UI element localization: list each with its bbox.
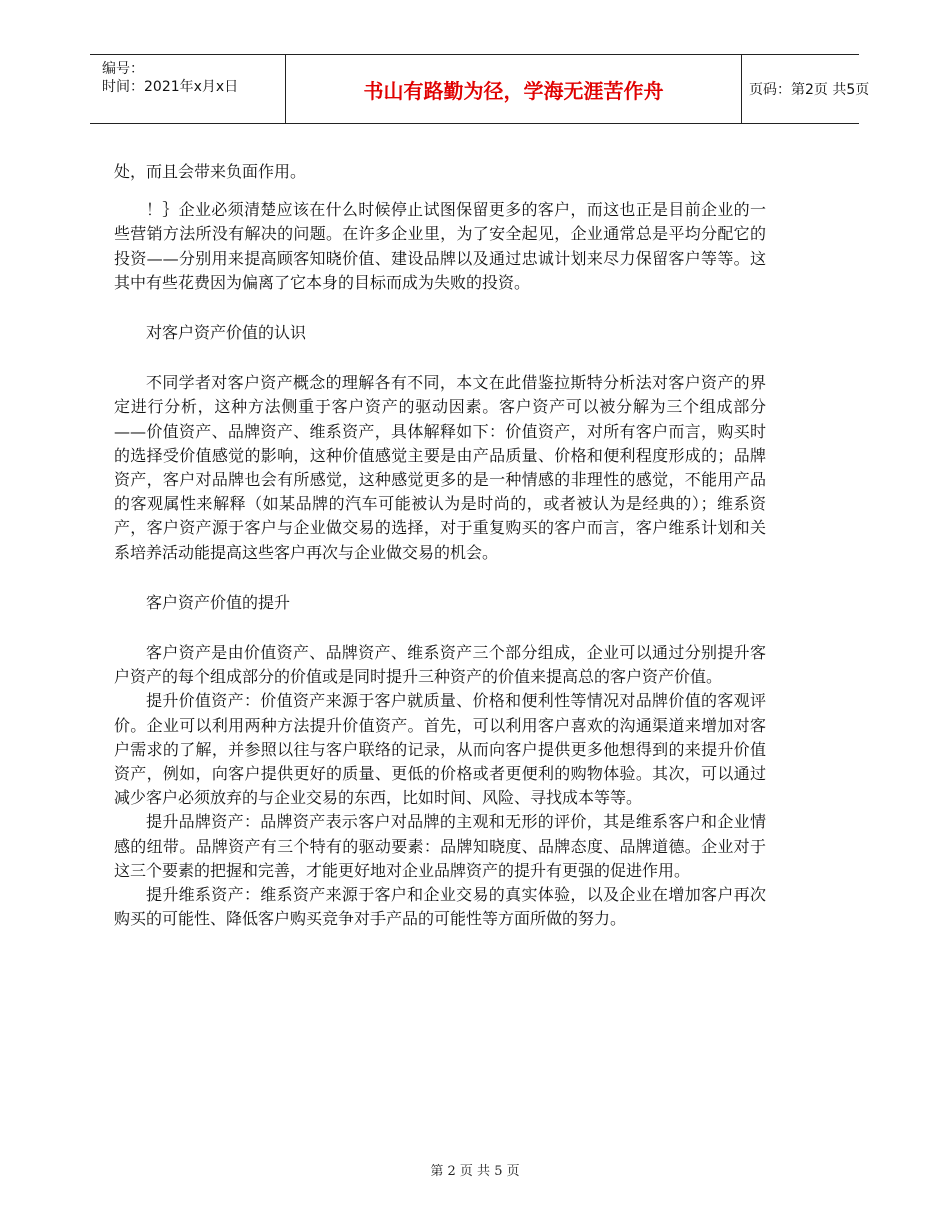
paragraph-4: 客户资产是由价值资产、品牌资产、维系资产三个部分组成，企业可以通过分别提升客户资产的每个组成部分的价值或是同时提升三种资产的价值来提高总的客户资产价值。 [114, 643, 766, 687]
header-meta-cell [90, 55, 285, 123]
header-page-cell [741, 55, 870, 123]
section-heading-1: 对客户资产价值的认识 [146, 323, 307, 343]
header-motto-cell [285, 55, 742, 123]
paragraph-7: 提升维系资产：维系资产来源于客户和企业交易的真实体验，以及企业在增加客户再次购买的可能性、降低客户购买竞争对手产品的可能性等方面所做的努力。 [114, 885, 766, 929]
document-time-label: 时间：2021年x月x日 [102, 79, 239, 95]
document-number-label: 编号： [102, 61, 144, 77]
paragraph-5: 提升价值资产：价值资产来源于客户就质量、价格和便利性等情况对品牌价值的客观评价。企业可以利用两种方法提升价值资产。首先，可以利用客户喜欢的沟通渠道来增加对客户需求的了解，并参照以往与客户联络的记录，从而向客户提供更多他想得到的来提升价值资产，例如，向客户提供更好的质量、更低的价格或者更便利的购物体验。其次，可以通过减少客户必须放弃的与企业交易的东西，比如时间、风险、寻找成本等等。 [114, 691, 766, 808]
document-body [114, 160, 766, 931]
paragraph-1: 处，而且会带来负面作用。 [114, 162, 307, 181]
document-header [90, 54, 870, 124]
paragraph-3: 不同学者对客户资产概念的理解各有不同，本文在此借鉴拉斯特分析法对客户资产的界定进行分析，这种方法侧重于客户资产的驱动因素。客户资产可以被分解为三个组成部分——价值资产、品牌资产、维系资产，具体解释如下：价值资产，对所有客户而言，购买时的选择受价值感觉的影响，这种价值感觉主要是由产品质量、价格和便利程度形成的；品牌资产，客户对品牌也会有所感觉，这种感觉更多的是一种情感的非理性的感觉，不能用产品的客观属性来解释（如某品牌的汽车可能被认为是时尚的，或者被认为是经典的）；维系资产，客户资产源于客户与企业做交易的选择，对于重复购买的客户而言，客户维系计划和关系培养活动能提高这些客户再次与企业做交易的机会。 [114, 373, 766, 562]
paragraph-6: 提升品牌资产：品牌资产表示客户对品牌的主观和无形的评价，其是维系客户和企业情感的纽带。品牌资产有三个特有的驱动要素：品牌知晓度、品牌态度、品牌道德。企业对于这三个要素的把握和完善，才能更好地对企业品牌资产的提升有更强的促进作用。 [114, 812, 766, 880]
paragraph-2: ！｝企业必须清楚应该在什么时候停止试图保留更多的客户，而这也正是目前企业的一些营销方法所没有解决的问题。在许多企业里，为了安全起见，企业通常总是平均分配它的投资——分别用来提高顾客知晓价值、建设品牌以及通过忠诚计划来尽力保留客户等等。这其中有些花费因为偏离了它本身的目标而成为失败的投资。 [114, 200, 766, 292]
section-heading-2: 客户资产价值的提升 [146, 592, 291, 612]
page-footer: 第 2 页 共 5 页 [430, 1164, 520, 1179]
header-motto: 书山有路勤为径，学海无涯苦作舟 [363, 79, 664, 103]
header-page-info: 页码：第2页 共5页 [749, 82, 870, 98]
